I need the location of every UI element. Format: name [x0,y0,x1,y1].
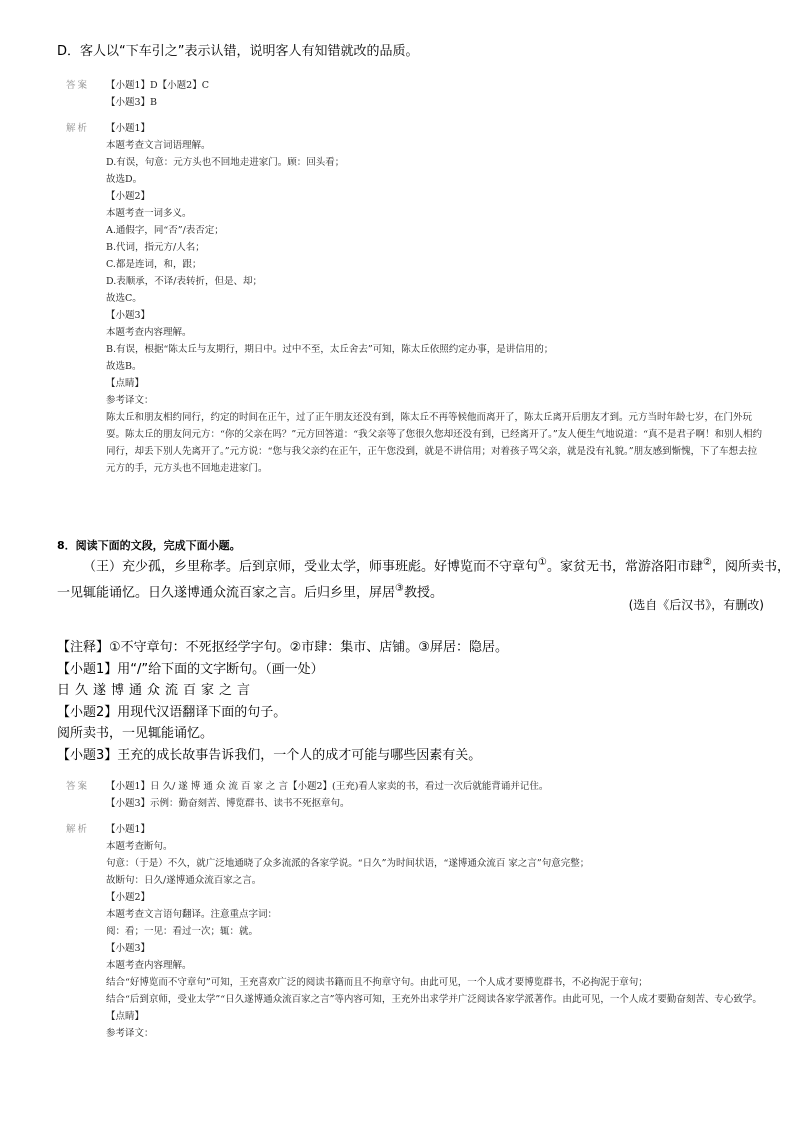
q8-analysis-line: 参考译文： [106,1028,154,1039]
passage-source: (选自《后汉书》，有删改) [628,598,764,612]
q7-analysis-line: 本题考查文言词语理解。 [106,140,211,151]
notes-line: 【注释】①不守章句：不死抠经学字句。②市肆：集市、店铺。③屏居：隐居。 [57,640,508,655]
q7-analysis-line: 【小题2】 [106,191,151,202]
q7-analysis-line: D.有误，句意：元方头也不回地走进家门。顾：回头看； [106,157,345,168]
q8-analysis-label: 解析 [66,824,90,835]
passage-text: 一见辄能诵忆。日久遂博通众流百家之言。后归乡里，屏居 [57,585,396,601]
q7-analysis-line: B.有误，根据“陈太丘与友期行，期日中。过中不至，太丘舍去”可知，陈太丘依照约定办事，是讲信用的； [106,344,554,355]
passage-text: 教授。 [403,585,443,601]
q7-analysis-line: C.都是连词，和，跟； [106,259,202,270]
note-marker-2: ② [703,557,712,568]
q8-analysis-line: 故断句：日久/遂博通众流百家之言。 [106,875,262,886]
q8-analysis-line: 结合“后到京师，受业太学”“日久遂博通众流百家之言”等内容可知，王充外出求学并广泛阅读各家学派著作。由此可见，一个人成才要勤奋刻苦、专心致学。 [106,994,762,1005]
q8-analysis-line: 句意：（于是）不久，就广泛地通晓了众多流派的各家学说。“日久”为时间状语，“遂博通众流百 家之言”句意完整； [106,858,590,869]
q8-title: 8．阅读下面的文段，完成下面小题。 [57,539,241,552]
q7-translation-paragraph: 陈太丘和朋友相约同行，约定的时间在正午，过了正午朋友还没有到，陈太丘不再等候他而离开了，陈太丘离开后朋友才到。元方当时年龄七岁，在门外玩耍。陈太丘的朋友问元方：“你的父亲在吗？”元方回答道：“我父亲等了您很久您却还没有到，已经离开了。”友人便生气地说道：“真不是君子啊！和别人相约同行，却丢下别人先离开了。”元方说：“您与我父亲约在正午，正午您没到，就是不讲信用；对着孩子骂父亲，就是没有礼貌。”朋友感到惭愧，下了车想去拉元方的手，元方头也不回地走进家门。 [106,412,763,474]
q7-analysis-line: A.通假字，同“否”/表否定； [106,225,224,236]
q7-answer-line: 【小题3】B [106,97,158,108]
q8-answer-line: 【小题1】日 久/ 遂 博 通 众 流 百 家 之 言【小题2】(王充)看人家卖的书，看过一次后就能背诵并记住。 [106,781,549,792]
q7-answer-label: 答案 [66,80,90,91]
q7-analysis-line: B.代词，指元方/人名； [106,242,205,253]
option-d-text: D．客人以“下车引之”表示认错，说明客人有知错就改的品质。 [57,44,419,59]
q8-answer-line: 【小题3】示例：勤奋刻苦、博览群书、读书不死抠章句。 [106,798,350,809]
q7-analysis-line: 故选B。 [106,361,142,372]
q8-analysis-line: 本题考查内容理解。 [106,960,192,971]
passage-text: （王）充少孤，乡里称孝。后到京师，受业太学，师事班彪。好博览而不守章句 [83,559,539,575]
q8-analysis-line: 【小题2】 [106,892,151,903]
passage-text: 。家贫无书，常游洛阳市肆 [546,559,703,575]
q7-analysis-line: 【点睛】 [106,378,145,389]
q8-analysis-line: 本题考查文言语句翻译。注意重点字词： [106,909,278,920]
q7-answer-line: 【小题1】D【小题2】C [106,80,209,91]
q7-analysis-line: 本题考查一词多义。 [106,208,192,219]
q8-analysis-line: 【小题3】 [106,943,151,954]
sub-question-2: 【小题2】用现代汉语翻译下面的句子。 [57,704,287,720]
q8-analysis-line: 结合“好博览而不守章句”可知，王充喜欢广泛的阅读书籍而且不拘章守句。由此可见，一个人成才要博览群书，不必拘泥于章句； [106,977,648,988]
q7-analysis-line: 【小题1】 [106,123,151,134]
q7-analysis-line: D.表顺承，不译/表转折，但是、却； [106,276,262,287]
note-marker-3: ③ [395,583,404,595]
q7-analysis-line: 故选C。 [106,293,142,304]
note-marker-1: ① [538,557,547,568]
q8-questions [57,637,508,766]
q8-analysis-line: 【小题1】 [106,824,151,835]
sub-question-1: 【小题1】用“/”给下面的文字断句。（画一处） [57,661,324,677]
q7-analysis-line: 【小题3】 [106,310,151,321]
passage-text: ，阅所卖书， [711,559,790,575]
q8-answer-block [66,778,766,1042]
q8-analysis-line: 【点睛】 [106,1011,145,1022]
q7-analysis-label: 解析 [66,123,90,134]
q7-answer-block [66,77,766,477]
q7-analysis-line: 故选D。 [106,174,143,185]
q7-analysis-line: 参考译文： [106,395,154,406]
q8-answer-label: 答案 [66,781,90,792]
sub-question-3: 【小题3】王充的成长故事告诉我们，一个人的成才可能与哪些因素有关。 [57,747,482,763]
q8-analysis-line: 本题考查断句。 [106,841,173,852]
q8-analysis-line: 阅：看；一见：看过一次；辄：就。 [106,926,259,937]
q7-analysis-line: 本题考查内容理解。 [106,327,192,338]
sub-question-2-text: 阅所卖书，一见辄能诵忆。 [57,726,214,741]
sub-question-1-text: 日久遂博通众流百家之言 [57,683,256,698]
